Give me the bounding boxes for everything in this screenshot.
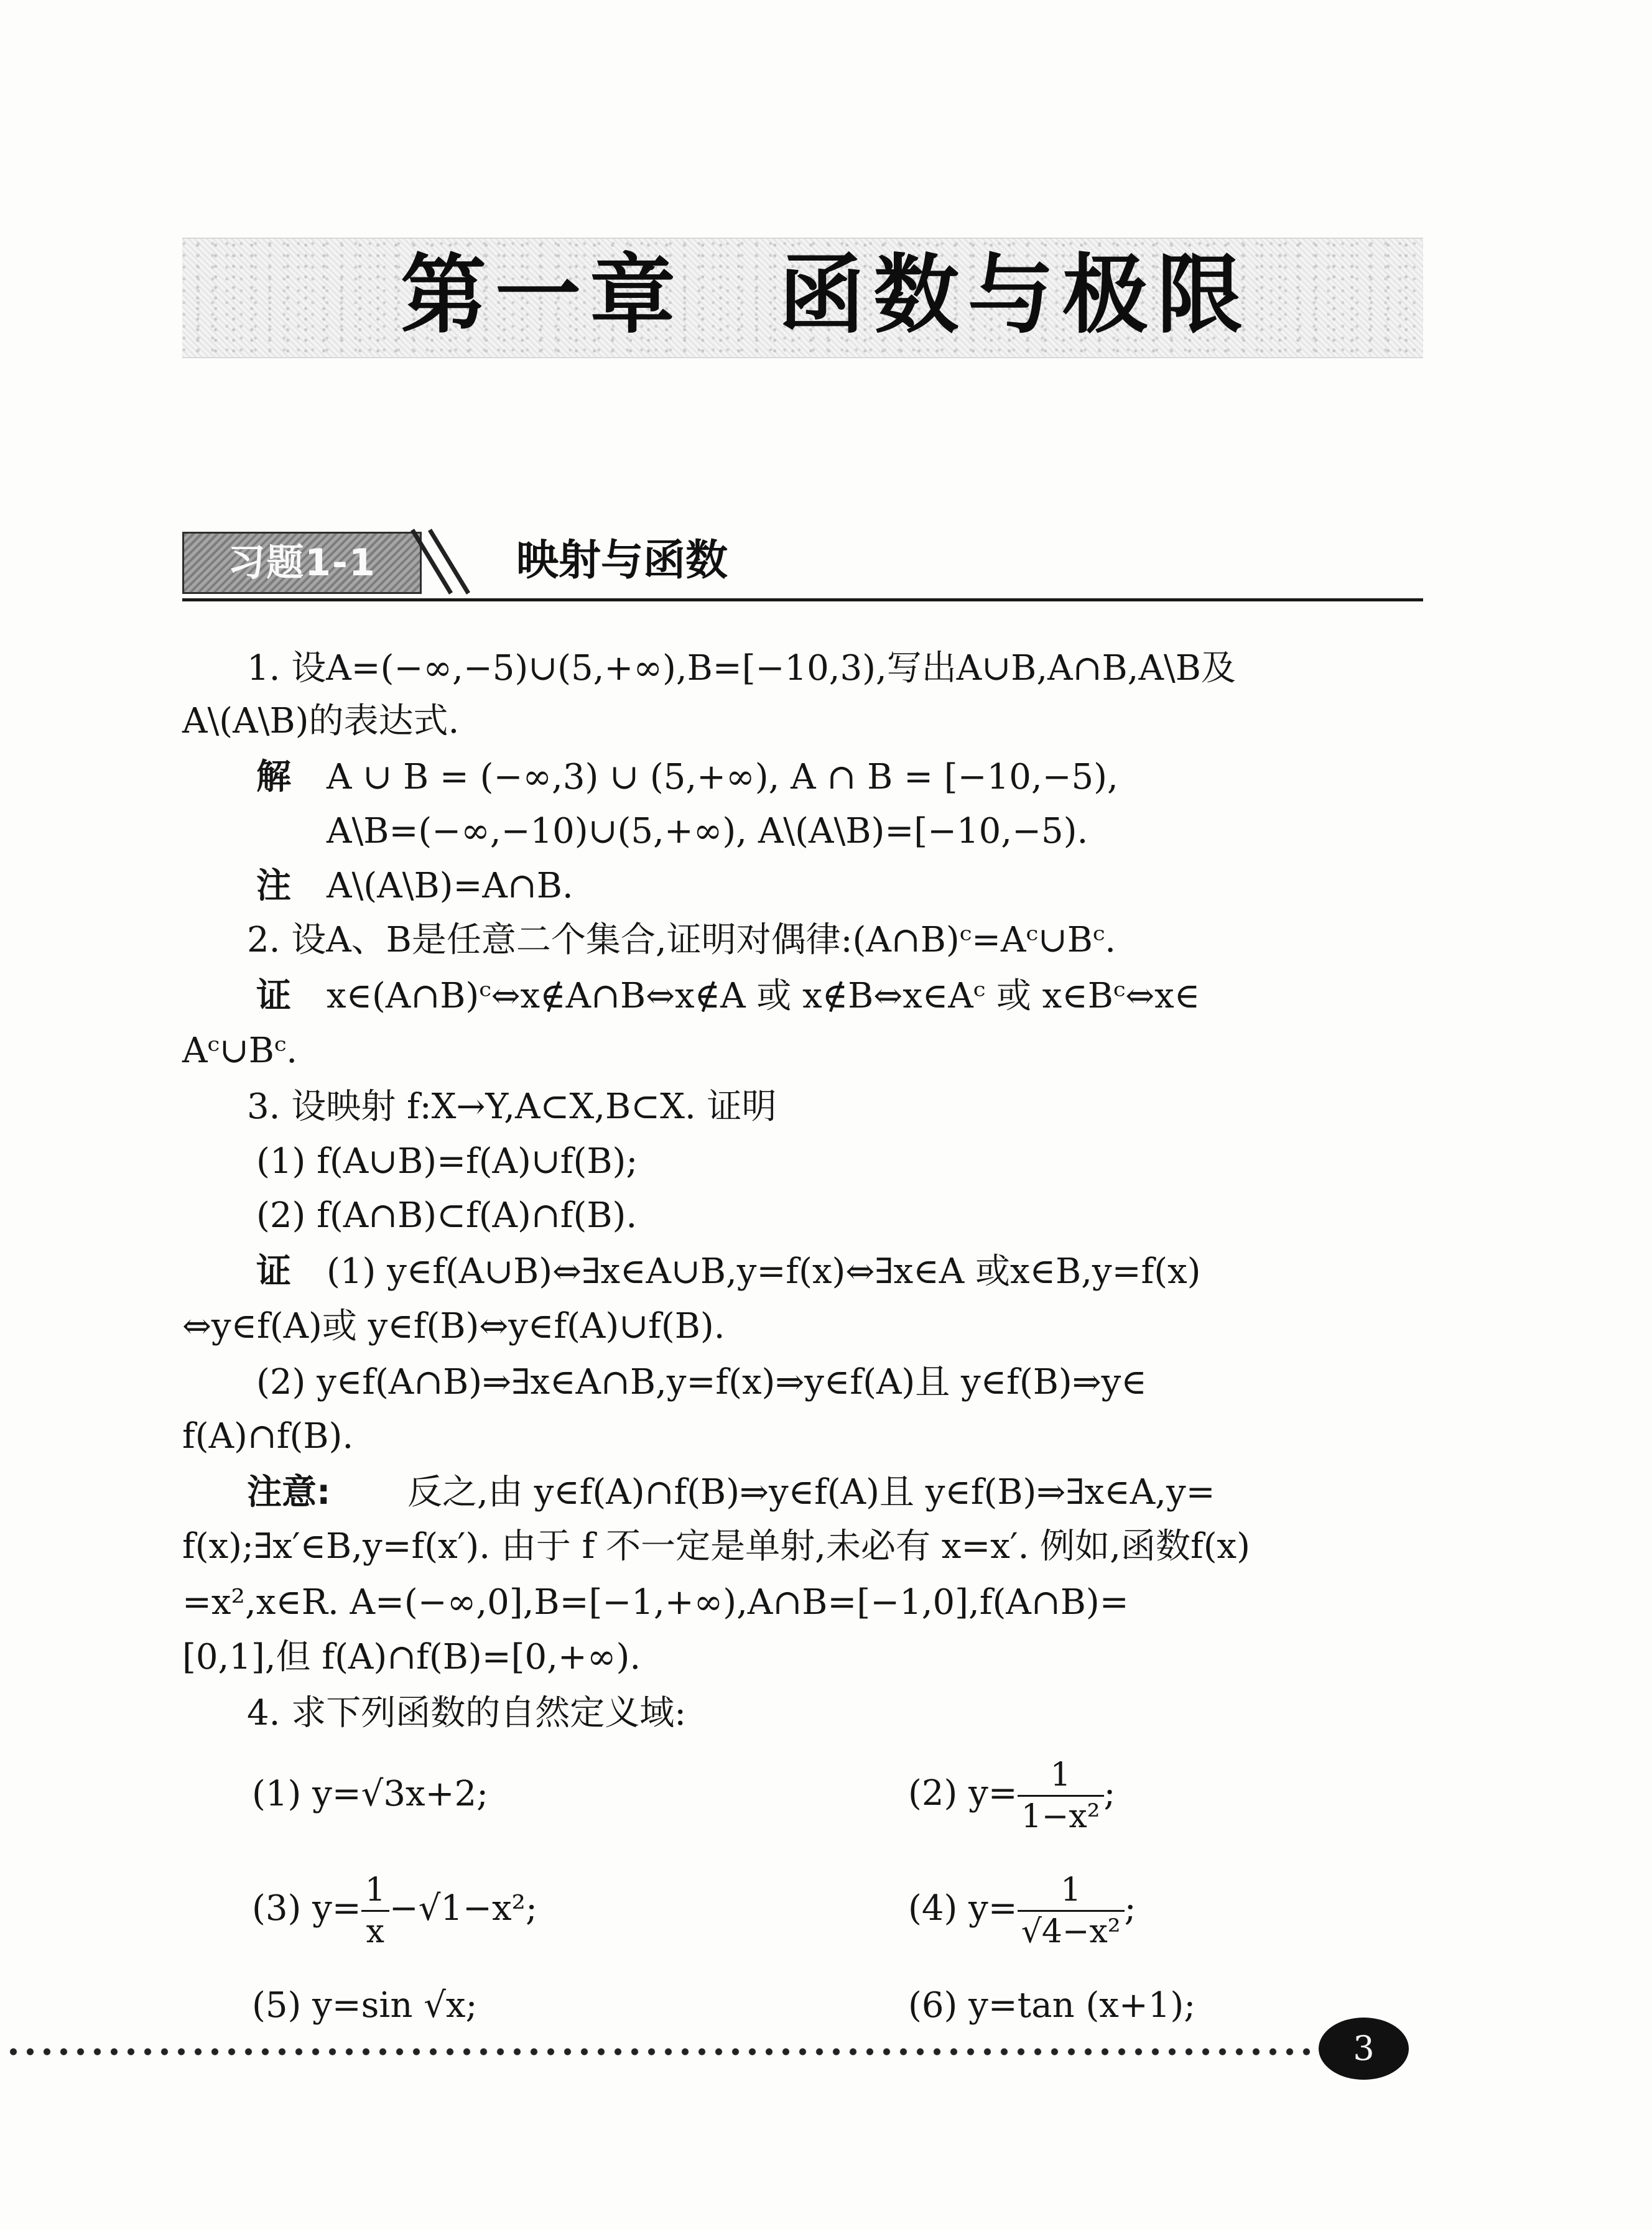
problem-3-part-1: (1) f(A∪B)=f(A)∪f(B); xyxy=(256,1141,638,1182)
note-1-text: A\(A\B)=A∩B. xyxy=(327,866,573,906)
section-underline xyxy=(182,598,1423,601)
problem-3-text: 3. 设映射 f:X→Y,A⊂X,B⊂X. 证明 xyxy=(247,1087,777,1127)
proof-label: 证 xyxy=(256,1251,291,1292)
attention-line-2: f(x);∃x′∈B,y=f(x′). 由于 f 不一定是单射,未必有 x=x′. 例如,函数f(x) xyxy=(182,1526,1250,1567)
problem-1-line-1: 1. 设A=(−∞,−5)∪(5,+∞),B=[−10,3),写出A∪B,A∩B,A\B及 xyxy=(247,648,1236,688)
attention-line-3: =x²,x∈R. A=(−∞,0],B=[−1,+∞),A∩B=[−1,0],f(A∩B)= xyxy=(182,1582,1129,1623)
attention-label: 注意: xyxy=(247,1472,331,1513)
exercise-5: (5) y=sin √x; xyxy=(252,1985,478,2026)
proof-3-line-1: (1) y∈f(A∪B)⇔∃x∈A∪B,y=f(x)⇔∃x∈A 或x∈B,y=f(x) xyxy=(327,1251,1201,1292)
proof-3-line-2: ⇔y∈f(A)或 y∈f(B)⇔y∈f(A)∪f(B). xyxy=(182,1306,725,1346)
exercise-6: (6) y=tan (x+1); xyxy=(908,1985,1196,2026)
problem-2-text: 2. 设A、B是任意二个集合,证明对偶律:(A∩B)ᶜ=Aᶜ∪Bᶜ. xyxy=(247,920,1116,960)
exercise-3-prefix: (3) y= xyxy=(252,1888,361,1929)
section-title: 映射与函数 xyxy=(516,536,728,585)
footer-dotted-rule xyxy=(5,2045,1311,2059)
fraction-denominator: x xyxy=(366,1913,384,1950)
exercise-2-prefix: (2) y= xyxy=(908,1773,1018,1814)
note-label: 注 xyxy=(256,866,291,906)
solution-1-line-1: A ∪ B = (−∞,3) ∪ (5,+∞), A ∩ B = [−10,−5), xyxy=(327,757,1118,797)
fraction xyxy=(361,1870,389,1952)
solution-1-line-2: A\B=(−∞,−10)∪(5,+∞), A\(A\B)=[−10,−5). xyxy=(327,811,1088,851)
section-tag: 习题1-1 xyxy=(182,532,422,594)
problem-4-text: 4. 求下列函数的自然定义域: xyxy=(247,1693,687,1733)
proof-3-line-3: (2) y∈f(A∩B)⇒∃x∈A∩B,y=f(x)⇒y∈f(A)且 y∈f(B)⇒y∈ xyxy=(256,1362,1147,1402)
exercise-2 xyxy=(908,1754,1115,1837)
solution-label: 解 xyxy=(256,757,291,797)
attention-line-1: 反之,由 y∈f(A)∩f(B)⇒y∈f(A)且 y∈f(B)⇒∃x∈A,y= xyxy=(407,1472,1215,1513)
exercise-4 xyxy=(908,1869,1136,1952)
attention-line-4: [0,1],但 f(A)∩f(B)=[0,+∞). xyxy=(182,1637,641,1677)
proof-3-line-4: f(A)∩f(B). xyxy=(182,1416,354,1457)
section-slash-decoration xyxy=(407,524,476,598)
fraction-numerator: 1 xyxy=(1018,1755,1104,1797)
chapter-title: 第一章 函数与极限 xyxy=(400,245,1251,345)
fraction xyxy=(1018,1755,1104,1837)
exercise-1: (1) y=√3x+2; xyxy=(252,1774,488,1814)
proof-2-line-2: Aᶜ∪Bᶜ. xyxy=(182,1031,298,1071)
exercise-4-suffix: ; xyxy=(1124,1888,1136,1929)
problem-3-part-2: (2) f(A∩B)⊂f(A)∩f(B). xyxy=(256,1195,638,1236)
problem-1-line-2: A\(A\B)的表达式. xyxy=(182,701,460,741)
exercise-2-suffix: ; xyxy=(1103,1773,1116,1814)
proof-label: 证 xyxy=(256,976,291,1016)
exercise-4-prefix: (4) y= xyxy=(908,1888,1018,1929)
fraction xyxy=(1018,1870,1125,1952)
fraction-denominator: 1−x² xyxy=(1021,1798,1100,1835)
fraction-denominator: √4−x² xyxy=(1021,1913,1121,1950)
page-number: 3 xyxy=(1319,2018,1409,2080)
exercise-3 xyxy=(252,1869,537,1952)
proof-2-line-1: x∈(A∩B)ᶜ⇔x∉A∩B⇔x∉A 或 x∉B⇔x∈Aᶜ 或 x∈Bᶜ⇔x∈ xyxy=(327,976,1200,1016)
fraction-numerator: 1 xyxy=(361,1870,389,1912)
exercise-3-suffix: −√1−x²; xyxy=(389,1888,537,1929)
fraction-numerator: 1 xyxy=(1018,1870,1125,1912)
